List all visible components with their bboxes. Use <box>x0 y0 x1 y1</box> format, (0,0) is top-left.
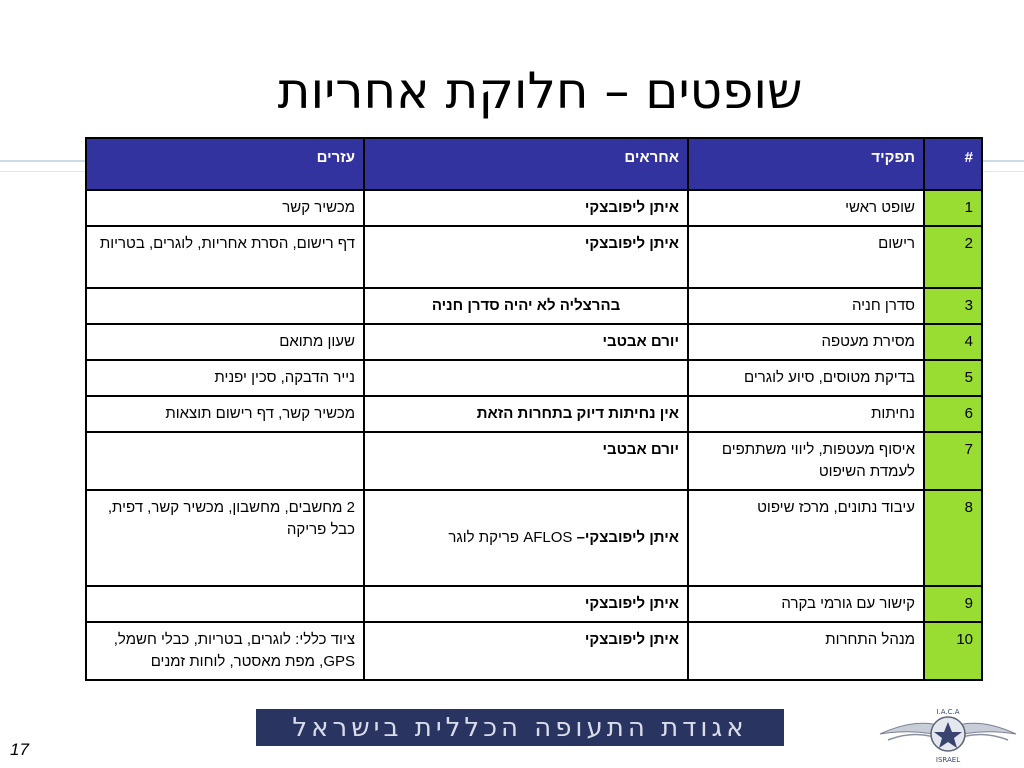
table-row <box>86 396 982 432</box>
iaca-logo <box>878 698 1018 768</box>
responsibility-table <box>85 137 983 681</box>
logo-top-text: I.A.C.A <box>936 708 960 716</box>
row-responsible <box>364 490 688 586</box>
row-helpers: מכשיר קשר <box>86 190 364 226</box>
row-num: 4 <box>924 324 982 360</box>
row-helpers: ציוד כללי: לוגרים, בטריות, כבלי חשמל, GPS, מפת מאסטר, לוחות זמנים <box>86 622 364 680</box>
table-row <box>86 190 982 226</box>
table-row <box>86 586 982 622</box>
header-num: # <box>924 138 982 190</box>
row-role: רישום <box>688 226 924 288</box>
row-num: 9 <box>924 586 982 622</box>
row-num: 1 <box>924 190 982 226</box>
row-num: 8 <box>924 490 982 586</box>
footer-banner <box>256 709 784 746</box>
row-helpers: מכשיר קשר, דף רישום תוצאות <box>86 396 364 432</box>
row-responsible: יורם אבטבי <box>364 324 688 360</box>
slide-title: שופטים – חלוקת אחריות <box>277 62 803 120</box>
table-row <box>86 360 982 396</box>
row-role: בדיקת מטוסים, סיוע לוגרים <box>688 360 924 396</box>
table-row <box>86 324 982 360</box>
row-num: 2 <box>924 226 982 288</box>
row-responsible: בהרצליה לא יהיה סדרן חניה <box>364 288 688 324</box>
table-row <box>86 622 982 680</box>
row-role: קישור עם גורמי בקרה <box>688 586 924 622</box>
table-row <box>86 226 982 288</box>
header-helpers: עזרים <box>86 138 364 190</box>
page-number: 17 <box>10 740 29 759</box>
row-role: מסירת מעטפה <box>688 324 924 360</box>
row-responsible: אין נחיתות דיוק בתחרות הזאת <box>364 396 688 432</box>
table-row <box>86 490 982 586</box>
row-helpers <box>86 432 364 490</box>
header-role: תפקיד <box>688 138 924 190</box>
row-helpers: דף רישום, הסרת אחריות, לוגרים, בטריות <box>86 226 364 288</box>
responsible-extra: AFLOS פריקת לוגר <box>448 529 577 546</box>
row-responsible: יורם אבטבי <box>364 432 688 490</box>
row-responsible: איתן ליפובצקי <box>364 622 688 680</box>
row-num: 10 <box>924 622 982 680</box>
responsible-name: איתן ליפובצקי– <box>576 529 679 546</box>
table-row <box>86 432 982 490</box>
footer-banner-text: אגודת התעופה הכללית בישראל <box>292 712 748 743</box>
row-role: איסוף מעטפות, ליווי משתתפים לעמדת השיפוט <box>688 432 924 490</box>
row-responsible: איתן ליפובצקי <box>364 190 688 226</box>
logo-bottom-text: ISRAEL <box>935 756 961 764</box>
header-responsible: אחראים <box>364 138 688 190</box>
row-role: עיבוד נתונים, מרכז שיפוט <box>688 490 924 586</box>
row-helpers: נייר הדבקה, סכין יפנית <box>86 360 364 396</box>
row-role: שופט ראשי <box>688 190 924 226</box>
row-role: מנהל התחרות <box>688 622 924 680</box>
row-helpers: 2 מחשבים, מחשבון, מכשיר קשר, דפית, כבל פריקה <box>86 490 364 586</box>
row-role: סדרן חניה <box>688 288 924 324</box>
row-num: 3 <box>924 288 982 324</box>
row-helpers: שעון מתואם <box>86 324 364 360</box>
row-num: 6 <box>924 396 982 432</box>
row-responsible: איתן ליפובצקי <box>364 226 688 288</box>
row-role: נחיתות <box>688 396 924 432</box>
table-header-row <box>86 138 982 190</box>
row-responsible: איתן ליפובצקי <box>364 586 688 622</box>
row-responsible <box>364 360 688 396</box>
row-num: 7 <box>924 432 982 490</box>
table-row <box>86 288 982 324</box>
row-num: 5 <box>924 360 982 396</box>
row-helpers <box>86 288 364 324</box>
row-helpers <box>86 586 364 622</box>
